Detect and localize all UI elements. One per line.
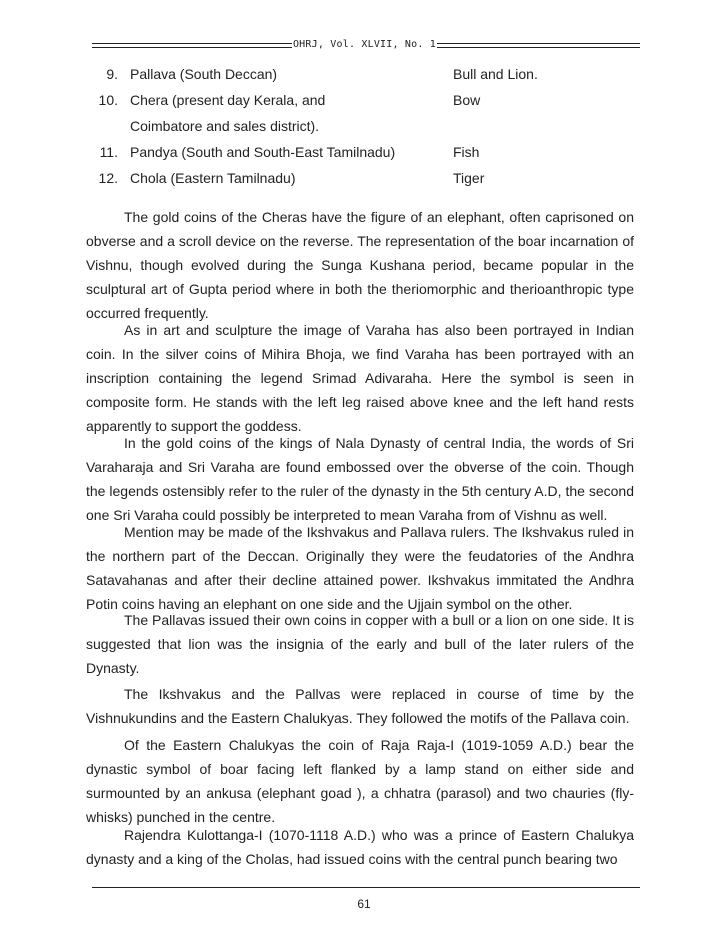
dynasty-region: Chola (Eastern Tamilnadu) bbox=[130, 170, 296, 186]
paragraph-pallavas: The Pallavas issued their own coins in copper with a bull or a lion on one side. It is suggested that lion was the insignia of the early and bull of the later rulers of the Dynasty. bbox=[86, 612, 634, 676]
row-number: 10. bbox=[98, 92, 118, 108]
running-header bbox=[92, 40, 640, 54]
footer-rule bbox=[92, 887, 640, 888]
dynasty-region: Chera (present day Kerala, and bbox=[130, 92, 326, 108]
page-number: 61 bbox=[357, 897, 371, 911]
dynasty-emblem: Fish bbox=[453, 144, 480, 160]
dynasty-emblem: Tiger bbox=[453, 170, 485, 186]
row-number: 11. bbox=[99, 144, 118, 160]
row-number: 9. bbox=[106, 66, 118, 82]
paragraph-rajendra-kulottanga: Rajendra Kulottanga-I (1070-1118 A.D.) who was a prince of Eastern Chalukya dynasty and a king of the Cholas, had issued coins with the central punch bearing two bbox=[86, 827, 634, 867]
paragraph-ikshvakus: Mention may be made of the Ikshvakus and Pallava rulers. The Ikshvakus ruled in the northern part of the Deccan. Originally they were the feudatories of the Andhra Satavahanas and after their decline attained power. Ikshvakus immitated the Andhra Potin coins having an elephant on one side and the Ujjain symbol on the other. bbox=[86, 524, 634, 612]
paragraph-chera-coins: The gold coins of the Cheras have the figure of an elephant, often caprisoned on obverse and a scroll device on the reverse. The representation of the boar incarnation of Vishnu, though evolved during the Sunga Kushana period, became popular in the sculptural art of Gupta period where in both the theriomorphic and therioanthropic type occurred frequently. bbox=[86, 209, 634, 321]
header-rule-right-bottom bbox=[437, 47, 640, 48]
paragraph-nala-dynasty: In the gold coins of the kings of Nala Dynasty of central India, the words of Sri Varaharaja and Sri Varaha are found embossed over the obverse of the coin. Though the legends ostensibly refer to the ruler of the dynasty in the 5th century A.D, the second one Sri Varaha could possibly be interpreted to mean Varaha from of Vishnu as well. bbox=[86, 435, 634, 523]
paragraph-eastern-chalukyas: Of the Eastern Chalukyas the coin of Raja Raja-I (1019-1059 A.D.) bear the dynastic symbol of boar facing left flanked by a lamp stand on either side and surmounted by an ankusa (elephant goad ), a chhatra (parasol) and two chauries (fly-whisks) punched in the centre. bbox=[86, 737, 634, 825]
dynasty-region: Pallava (South Deccan) bbox=[130, 66, 278, 82]
header-rule-left-bottom bbox=[92, 47, 292, 48]
row-number: 12. bbox=[98, 170, 118, 186]
dynasty-region: Pandya (South and South-East Tamilnadu) bbox=[130, 144, 396, 160]
header-rule-left-top bbox=[92, 43, 292, 44]
dynasty-emblem: Bull and Lion. bbox=[453, 66, 538, 82]
header-rule-right-top bbox=[437, 43, 640, 44]
paragraph-vishnukundins: The Ikshvakus and the Pallvas were replaced in course of time by the Vishnukundins and the Eastern Chalukyas. They followed the motifs of the Pallava coin. bbox=[86, 686, 634, 726]
paragraph-varaha-mihira-bhoja: As in art and sculpture the image of Varaha has also been portrayed in Indian coin. In the silver coins of Mihira Bhoja, we find Varaha has been portrayed with an inscription containing the legend Srimad Adivaraha. Here the symbol is seen in composite form. He stands with the left leg raised above knee and the left hand rests apparently to support the goddess. bbox=[86, 322, 634, 434]
dynasty-emblem: Bow bbox=[453, 92, 481, 108]
dynasty-region-continued: Coimbatore and sales district). bbox=[130, 118, 320, 134]
journal-title: OHRJ, Vol. XLVII, No. 1 bbox=[292, 39, 437, 50]
